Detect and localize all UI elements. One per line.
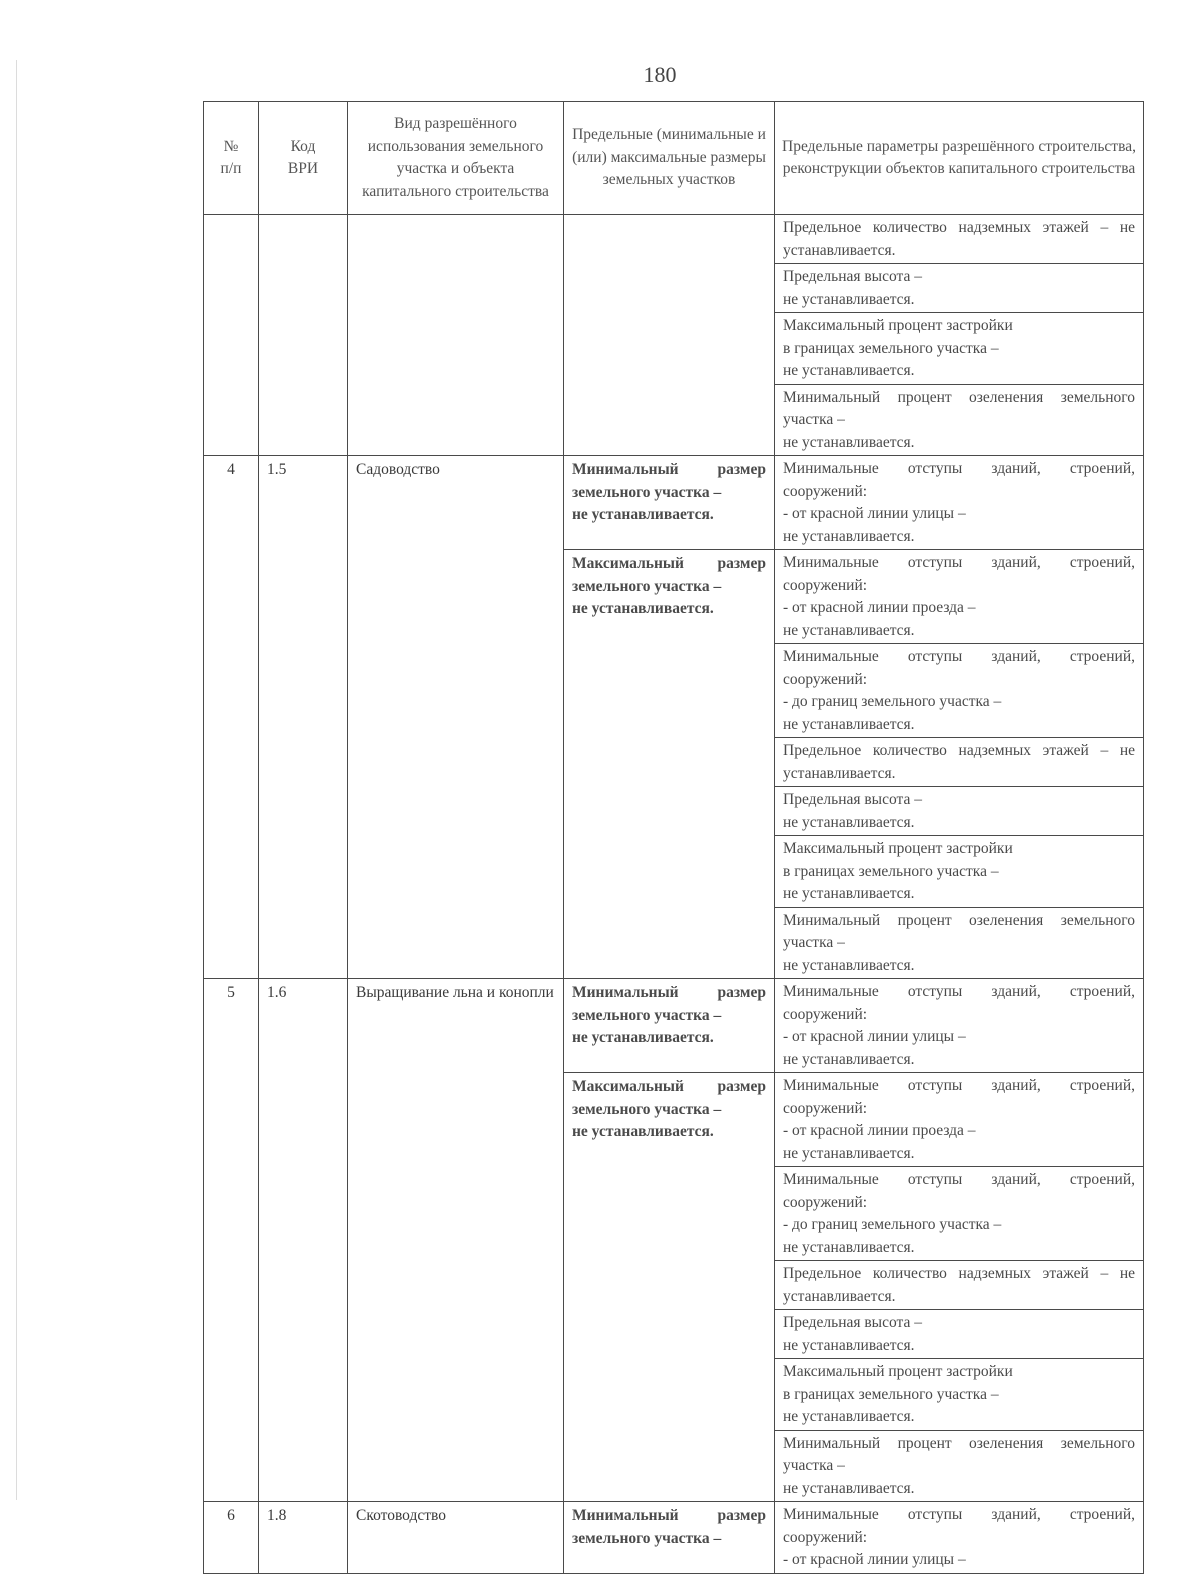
plot-size-text: Максимальный размер земельного участка – не устанавливается. [572, 1078, 766, 1140]
header-construction-params: Предельные параметры разрешённого строительства, реконструкции объектов капитального строительства [775, 102, 1144, 215]
header-plot-size: Предельные (минимальные и (или) максимальные размеры земельных участков [564, 102, 775, 215]
table-row [204, 215, 1144, 264]
plot-size-text: Минимальный размер земельного участка – не устанавливается. [572, 461, 766, 523]
table-row [204, 1502, 1144, 1574]
header-use-type: Вид разрешённого использования земельного участка и объекта капитального строительства [348, 102, 564, 215]
construction-param-cell: Минимальные отступы зданий, строений, сооружений: - от красной линии улицы – не устанавливается. [775, 979, 1144, 1073]
row-use-type: Садоводство [348, 456, 564, 979]
continuation-code-cell [259, 215, 348, 456]
construction-param-cell: Минимальный процент озеленения земельного участка – не устанавливается. [775, 384, 1144, 456]
continuation-use-type-cell [348, 215, 564, 456]
construction-param-cell: Предельная высота – не устанавливается. [775, 264, 1144, 313]
table-row [204, 979, 1144, 1073]
continuation-number-cell [204, 215, 259, 456]
construction-param-cell: Максимальный процент застройки в границах земельного участка – не устанавливается. [775, 836, 1144, 908]
construction-param-cell: Минимальный процент озеленения земельного участка – не устанавливается. [775, 907, 1144, 979]
row-code: 1.8 [259, 1502, 348, 1574]
construction-param-cell: Минимальные отступы зданий, строений, сооружений: - от красной линии проезда – не устанавливается. [775, 1073, 1144, 1167]
row-number: 5 [204, 979, 259, 1502]
construction-param-cell: Минимальные отступы зданий, строений, сооружений: - до границ земельного участка – не устанавливается. [775, 644, 1144, 738]
table-header-row [204, 102, 1144, 215]
row-use-type: Скотоводство [348, 1502, 564, 1574]
land-use-regulations-table [203, 101, 1144, 1574]
construction-param-cell: Минимальные отступы зданий, строений, сооружений: - до границ земельного участка – не устанавливается. [775, 1167, 1144, 1261]
header-number: № п/п [204, 102, 259, 215]
plot-size-cell [564, 550, 775, 979]
plot-size-cell [564, 1073, 775, 1502]
construction-param-cell: Максимальный процент застройки в границах земельного участка – не устанавливается. [775, 1359, 1144, 1431]
row-number: 6 [204, 1502, 259, 1574]
row-code: 1.5 [259, 456, 348, 979]
construction-param-cell: Предельное количество надземных этажей – не устанавливается. [775, 1261, 1144, 1310]
construction-param-cell: Минимальные отступы зданий, строений, сооружений: - от красной линии улицы – не устанавливается. [775, 456, 1144, 550]
construction-param-cell: Минимальные отступы зданий, строений, сооружений: - от красной линии улицы – [775, 1502, 1144, 1574]
row-number: 4 [204, 456, 259, 979]
page-number: 180 [643, 62, 677, 87]
construction-param-cell: Предельная высота – не устанавливается. [775, 787, 1144, 836]
header-code: Код ВРИ [259, 102, 348, 215]
plot-size-text: Максимальный размер земельного участка – не устанавливается. [572, 555, 766, 617]
row-use-type: Выращивание льна и конопли [348, 979, 564, 1502]
plot-size-text: Минимальный размер земельного участка – [572, 1507, 766, 1547]
plot-size-cell [564, 1502, 775, 1574]
scan-edge-mark [16, 60, 17, 1500]
construction-param-cell: Предельное количество надземных этажей – не устанавливается. [775, 738, 1144, 787]
construction-param-cell: Максимальный процент застройки в границах земельного участка – не устанавливается. [775, 313, 1144, 385]
continuation-plot-size-cell [564, 215, 775, 456]
construction-param-cell: Предельное количество надземных этажей – не устанавливается. [775, 215, 1144, 264]
table-row [204, 456, 1144, 550]
plot-size-text: Минимальный размер земельного участка – не устанавливается. [572, 984, 766, 1046]
plot-size-cell [564, 456, 775, 550]
construction-param-cell: Предельная высота – не устанавливается. [775, 1310, 1144, 1359]
plot-size-cell [564, 979, 775, 1073]
row-code: 1.6 [259, 979, 348, 1502]
construction-param-cell: Минимальный процент озеленения земельного участка – не устанавливается. [775, 1430, 1144, 1502]
construction-param-cell: Минимальные отступы зданий, строений, сооружений: - от красной линии проезда – не устанавливается. [775, 550, 1144, 644]
